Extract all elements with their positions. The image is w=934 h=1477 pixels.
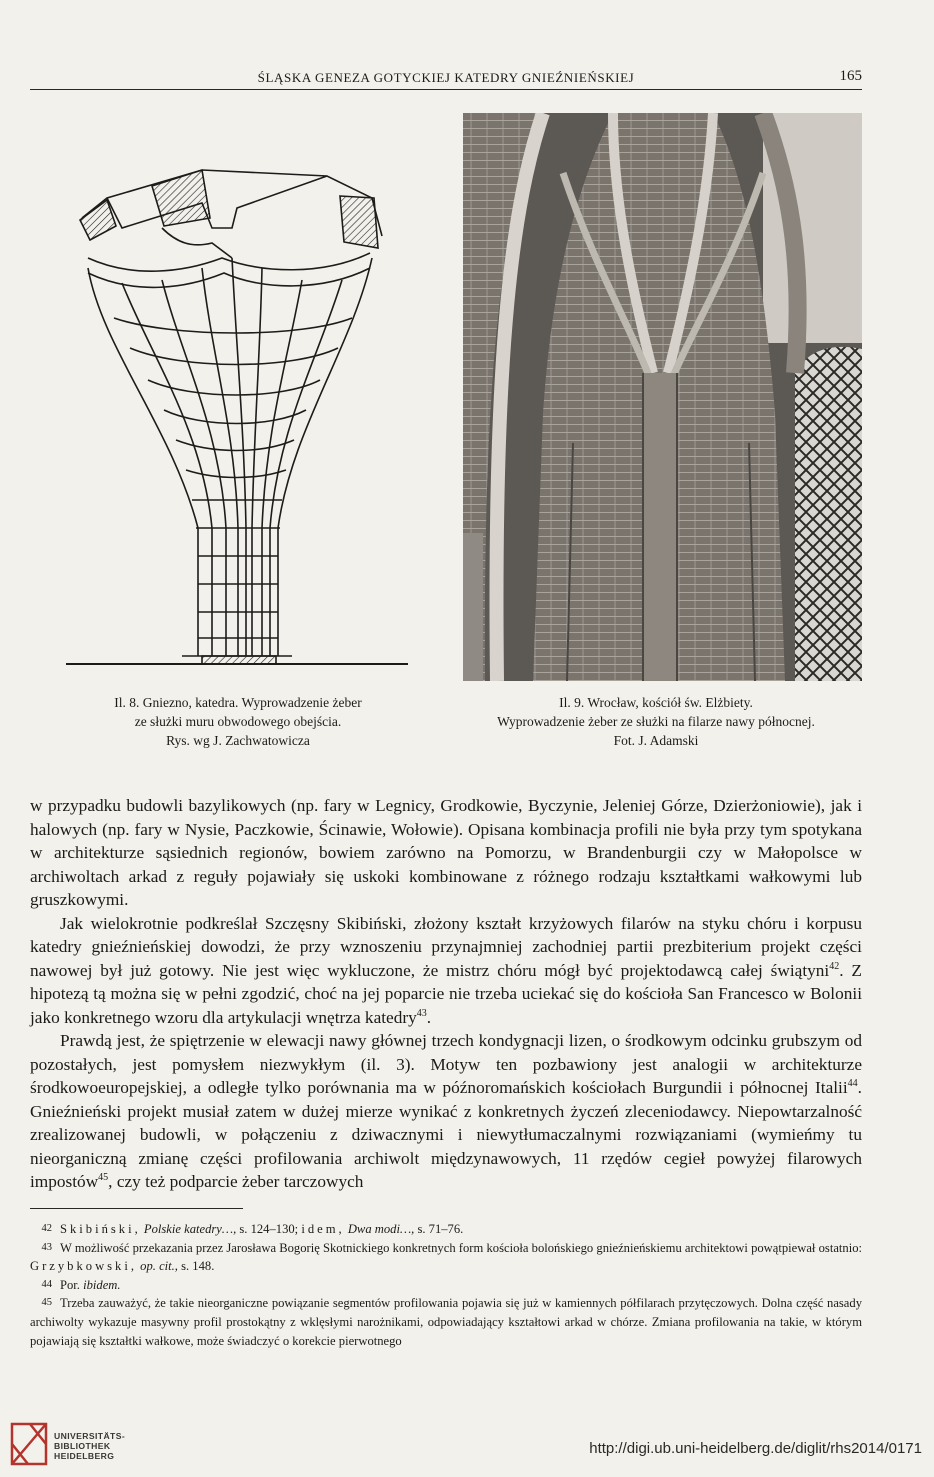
footnote-author: idem, <box>301 1222 345 1236</box>
caption-line: Wyprowadzenie żeber ze służki na filarze nawy północnej. <box>497 714 815 729</box>
running-title: ŚLĄSKA GENEZA GOTYCKIEJ KATEDRY GNIEŹNIEŃSKIEJ <box>257 70 635 85</box>
footnote-number: 43 <box>41 1241 52 1253</box>
footnote-author: Grzybkowski, <box>30 1259 138 1274</box>
main-text <box>30 794 862 1194</box>
text-run: Prawdą jest, że spiętrzenie w elewacji nawy głównej trzech kondygnacji lizen, o środkowym odcinku grubszym od pozostałych, jest pomysłem niezwykłym (il. 3). Motyw ten pozbawiony jest analogii w architekturze środkowoeuropejskiej, a odległe tylko porównania ma w późnoromańskich kościołach Burgundii i północnej Italii <box>30 1031 862 1097</box>
footnote-pages: s. 148. <box>181 1259 215 1274</box>
library-emblem-icon <box>10 1422 50 1466</box>
footnote-text: W możliwość przekazania przez Jarosława Bogorię Skotnickiego konkretnych form kościoła bolońskiego gnieźnieńskiemu architektowi powątpiewał ostatnio: <box>60 1240 862 1255</box>
library-logo[interactable] <box>8 1420 148 1468</box>
footnote-pages: s. 124–130; <box>239 1222 299 1236</box>
footnote-title: Dwa modi…, <box>347 1222 415 1236</box>
footnote-title: op. cit., <box>140 1259 178 1274</box>
text-run: , czy też podparcie żeber tarczowych <box>108 1172 364 1191</box>
footnote-number: 42 <box>41 1223 52 1234</box>
page-number: 165 <box>839 68 862 84</box>
text-run: . Gnieźnieński projekt musiał zatem w dużej mierze wynikać z konkretnych życzeń zleceniodawcy. Niepowtarzalność zrealizowanej budowli, w połączeniu z dziwacznymi i niewytłumaczalnymi rozwiązaniami (wymieńmy tu nieorganiczną zmianę części profilowania archiwolt międzynawowych, 11 rzędów cegieł powyżej filarowych impostów <box>30 1078 862 1191</box>
running-header <box>30 66 862 90</box>
logo-line: UNIVERSITÄTS- <box>54 1431 126 1441</box>
logo-line: HEIDELBERG <box>54 1451 115 1461</box>
source-url-link[interactable]: http://digi.ub.uni-heidelberg.de/diglit/rhs2014/0171 <box>589 1440 922 1457</box>
figure-8-caption <box>40 693 436 750</box>
rib-springer-drawing <box>52 108 432 678</box>
footnote-number: 44 <box>41 1278 52 1290</box>
caption-line: Il. 8. Gniezno, katedra. Wyprowadzenie żeber <box>114 695 362 710</box>
caption-line: Fot. J. Adamski <box>613 733 699 748</box>
footnote-text: Trzeba zauważyć, że takie nieorganiczne powiązanie segmentów profilowania pojawia się już w kamiennych półfilarach przytęczowych. Dolna część nasady archiwolty wykazuje masywny profil prostokątny z wklęsłymi narożnikami, odpowiadający kształtowi arkad w chórze. Zmiana profilowania na takie, w którym pojawiają się kształtki wałkowe, może świadczyć o korekcie pierwotnego <box>30 1296 862 1348</box>
footnote-ref-42[interactable]: 42 <box>829 960 840 972</box>
footnote-45 <box>30 1294 862 1350</box>
footnote-ref-44[interactable]: 44 <box>847 1078 858 1090</box>
caption-line: Il. 9. Wrocław, kościół św. Elżbiety. <box>559 695 753 710</box>
footnotes <box>30 1220 862 1350</box>
text-run: . <box>426 1007 432 1027</box>
footnote-text: Por. <box>60 1277 80 1292</box>
footnote-title: Polskie katedry…, <box>143 1222 237 1236</box>
footnote-pages: s. 71–76. <box>417 1222 464 1236</box>
figure-9-caption <box>440 693 872 750</box>
footnote-author: Skibiński, <box>60 1222 141 1236</box>
footnote-43 <box>30 1239 862 1276</box>
footnote-number: 45 <box>41 1297 52 1309</box>
caption-line: Rys. wg J. Zachwatowicza <box>166 733 310 748</box>
caption-line: ze służki muru obwodowego obejścia. <box>134 714 342 729</box>
brick-pier-photo <box>463 113 862 681</box>
text-run: . Z hipotezą tą można się w pełni zgodzić, choć na jej poparcie nie trzeba uciekać się do kościoła San Francesco w Bolonii jako konkretnego wzoru dla artykulacji wnętrza katedry <box>30 960 862 1027</box>
footnote-44 <box>30 1276 862 1295</box>
logo-line: BIBLIOTHEK <box>54 1441 111 1451</box>
footnote-ref-43[interactable]: 43 <box>416 1007 427 1019</box>
paragraph-1: w przypadku budowli bazylikowych (np. fary w Legnicy, Grodkowie, Byczynie, Jeleniej Górze, Dzierżoniowie), jak i halowych (np. fary w Nysie, Paczkowie, Ścinawie, Wołowie). Opisana kombinacja profili nie była przy tym spotykana w architekturze sąsiednich regionów, bowiem zarówno na Pomorzu, w Brandenburgii czy w Małopolsce w archiwoltach arkad z reguły pojawiały się uskoki kombinowane z różnego rodzaju kształtkami wałkowymi lub gruszkowymi. <box>30 796 862 909</box>
paragraph-2 <box>30 912 862 1030</box>
footnote-title: ibidem. <box>83 1277 121 1292</box>
library-name <box>54 1431 125 1461</box>
footnote-ref-45[interactable]: 45 <box>98 1172 109 1184</box>
footnote-42 <box>30 1220 862 1239</box>
footnote-separator <box>30 1208 243 1209</box>
text-run: Jak wielokrotnie podkreślał Szczęsny Skibiński, złożony kształt krzyżowych filarów na styku chóru i korpusu katedry gnieźnieńskiej dowodzi, że przy wznoszeniu przynajmniej zachodniej partii prezbiterium projekt części nawowej był już gotowy. Nie jest więc wykluczone, że mistrz chóru mógł być projektodawcą całej świątyni <box>30 913 862 980</box>
paragraph-3 <box>30 1029 862 1194</box>
